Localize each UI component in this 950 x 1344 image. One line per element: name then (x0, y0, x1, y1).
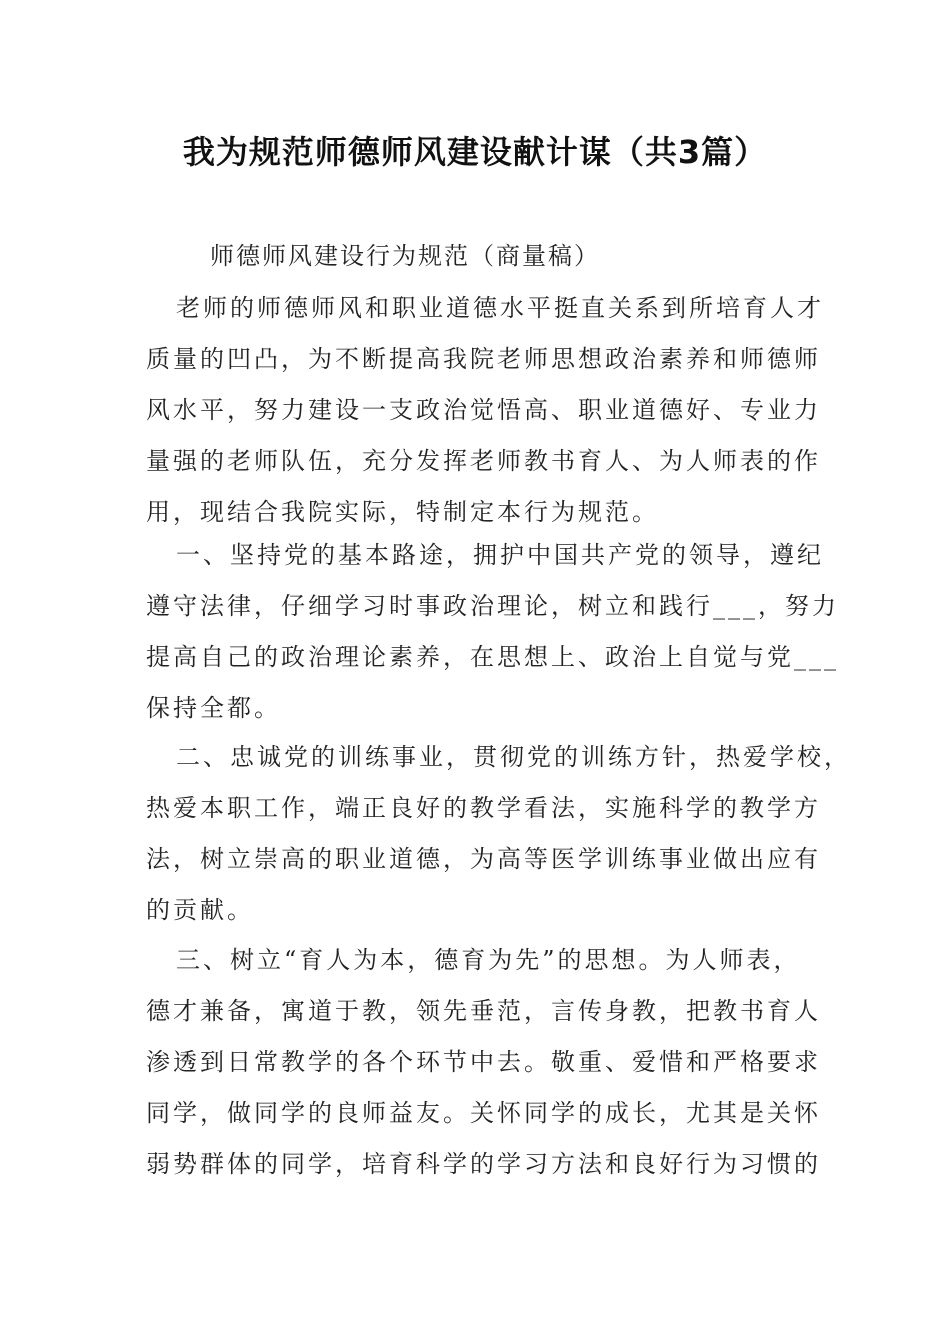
paragraph-line: 一、坚持党的基本路途，拥护中国共产党的领导，遵纪 (176, 541, 824, 569)
paragraph-line: 热爱本职工作，端正良好的教学看法，实施科学的教学方 (146, 794, 821, 822)
paragraph-line: 保持全都。 (146, 694, 281, 722)
document-subtitle: 师德师风建设行为规范（商量稿） (210, 242, 600, 270)
paragraph-line: 用，现结合我院实际，特制定本行为规范。 (146, 498, 659, 526)
paragraph-line: 老师的师德师风和职业道德水平挺直关系到所培育人才 (176, 294, 824, 322)
paragraph-line: 三、树立“育人为本，德育为先”的思想。为人师表， (176, 946, 801, 974)
paragraph-line: 提高自己的政治理论素养，在思想上、政治上自觉与党___ (146, 643, 839, 671)
paragraph-line: 渗透到日常教学的各个环节中去。敬重、爱惜和严格要求 (146, 1048, 821, 1076)
paragraph-line: 风水平，努力建设一支政治觉悟高、职业道德好、专业力 (146, 396, 821, 424)
paragraph-item-2 (146, 732, 851, 936)
paragraph-line: 同学，做同学的良师益友。关怀同学的成长，尤其是关怀 (146, 1099, 821, 1127)
paragraph-line: 法，树立崇高的职业道德，为高等医学训练事业做出应有 (146, 845, 821, 873)
paragraph-line: 质量的凹凸，为不断提高我院老师思想政治素养和师德师 (146, 345, 821, 373)
paragraph-line: 二、忠诚党的训练事业，贯彻党的训练方针，热爱学校， (176, 743, 851, 771)
paragraph-line: 的贡献。 (146, 896, 254, 924)
paragraph-line: 德才兼备，寓道于教，领先垂范，言传身教，把教书育人 (146, 997, 821, 1025)
paragraph-item-1 (146, 530, 839, 734)
paragraph-line: 弱势群体的同学，培育科学的学习方法和良好行为习惯的 (146, 1150, 821, 1178)
paragraph-line: 遵守法律，仔细学习时事政治理论，树立和践行___，努力 (146, 592, 839, 620)
paragraph-intro (146, 283, 824, 538)
paragraph-line: 量强的老师队伍，充分发挥老师教书育人、为人师表的作 (146, 447, 821, 475)
paragraph-item-3 (146, 935, 821, 1190)
document-title: 我为规范师德师风建设献计谋（共3篇） (182, 133, 768, 171)
